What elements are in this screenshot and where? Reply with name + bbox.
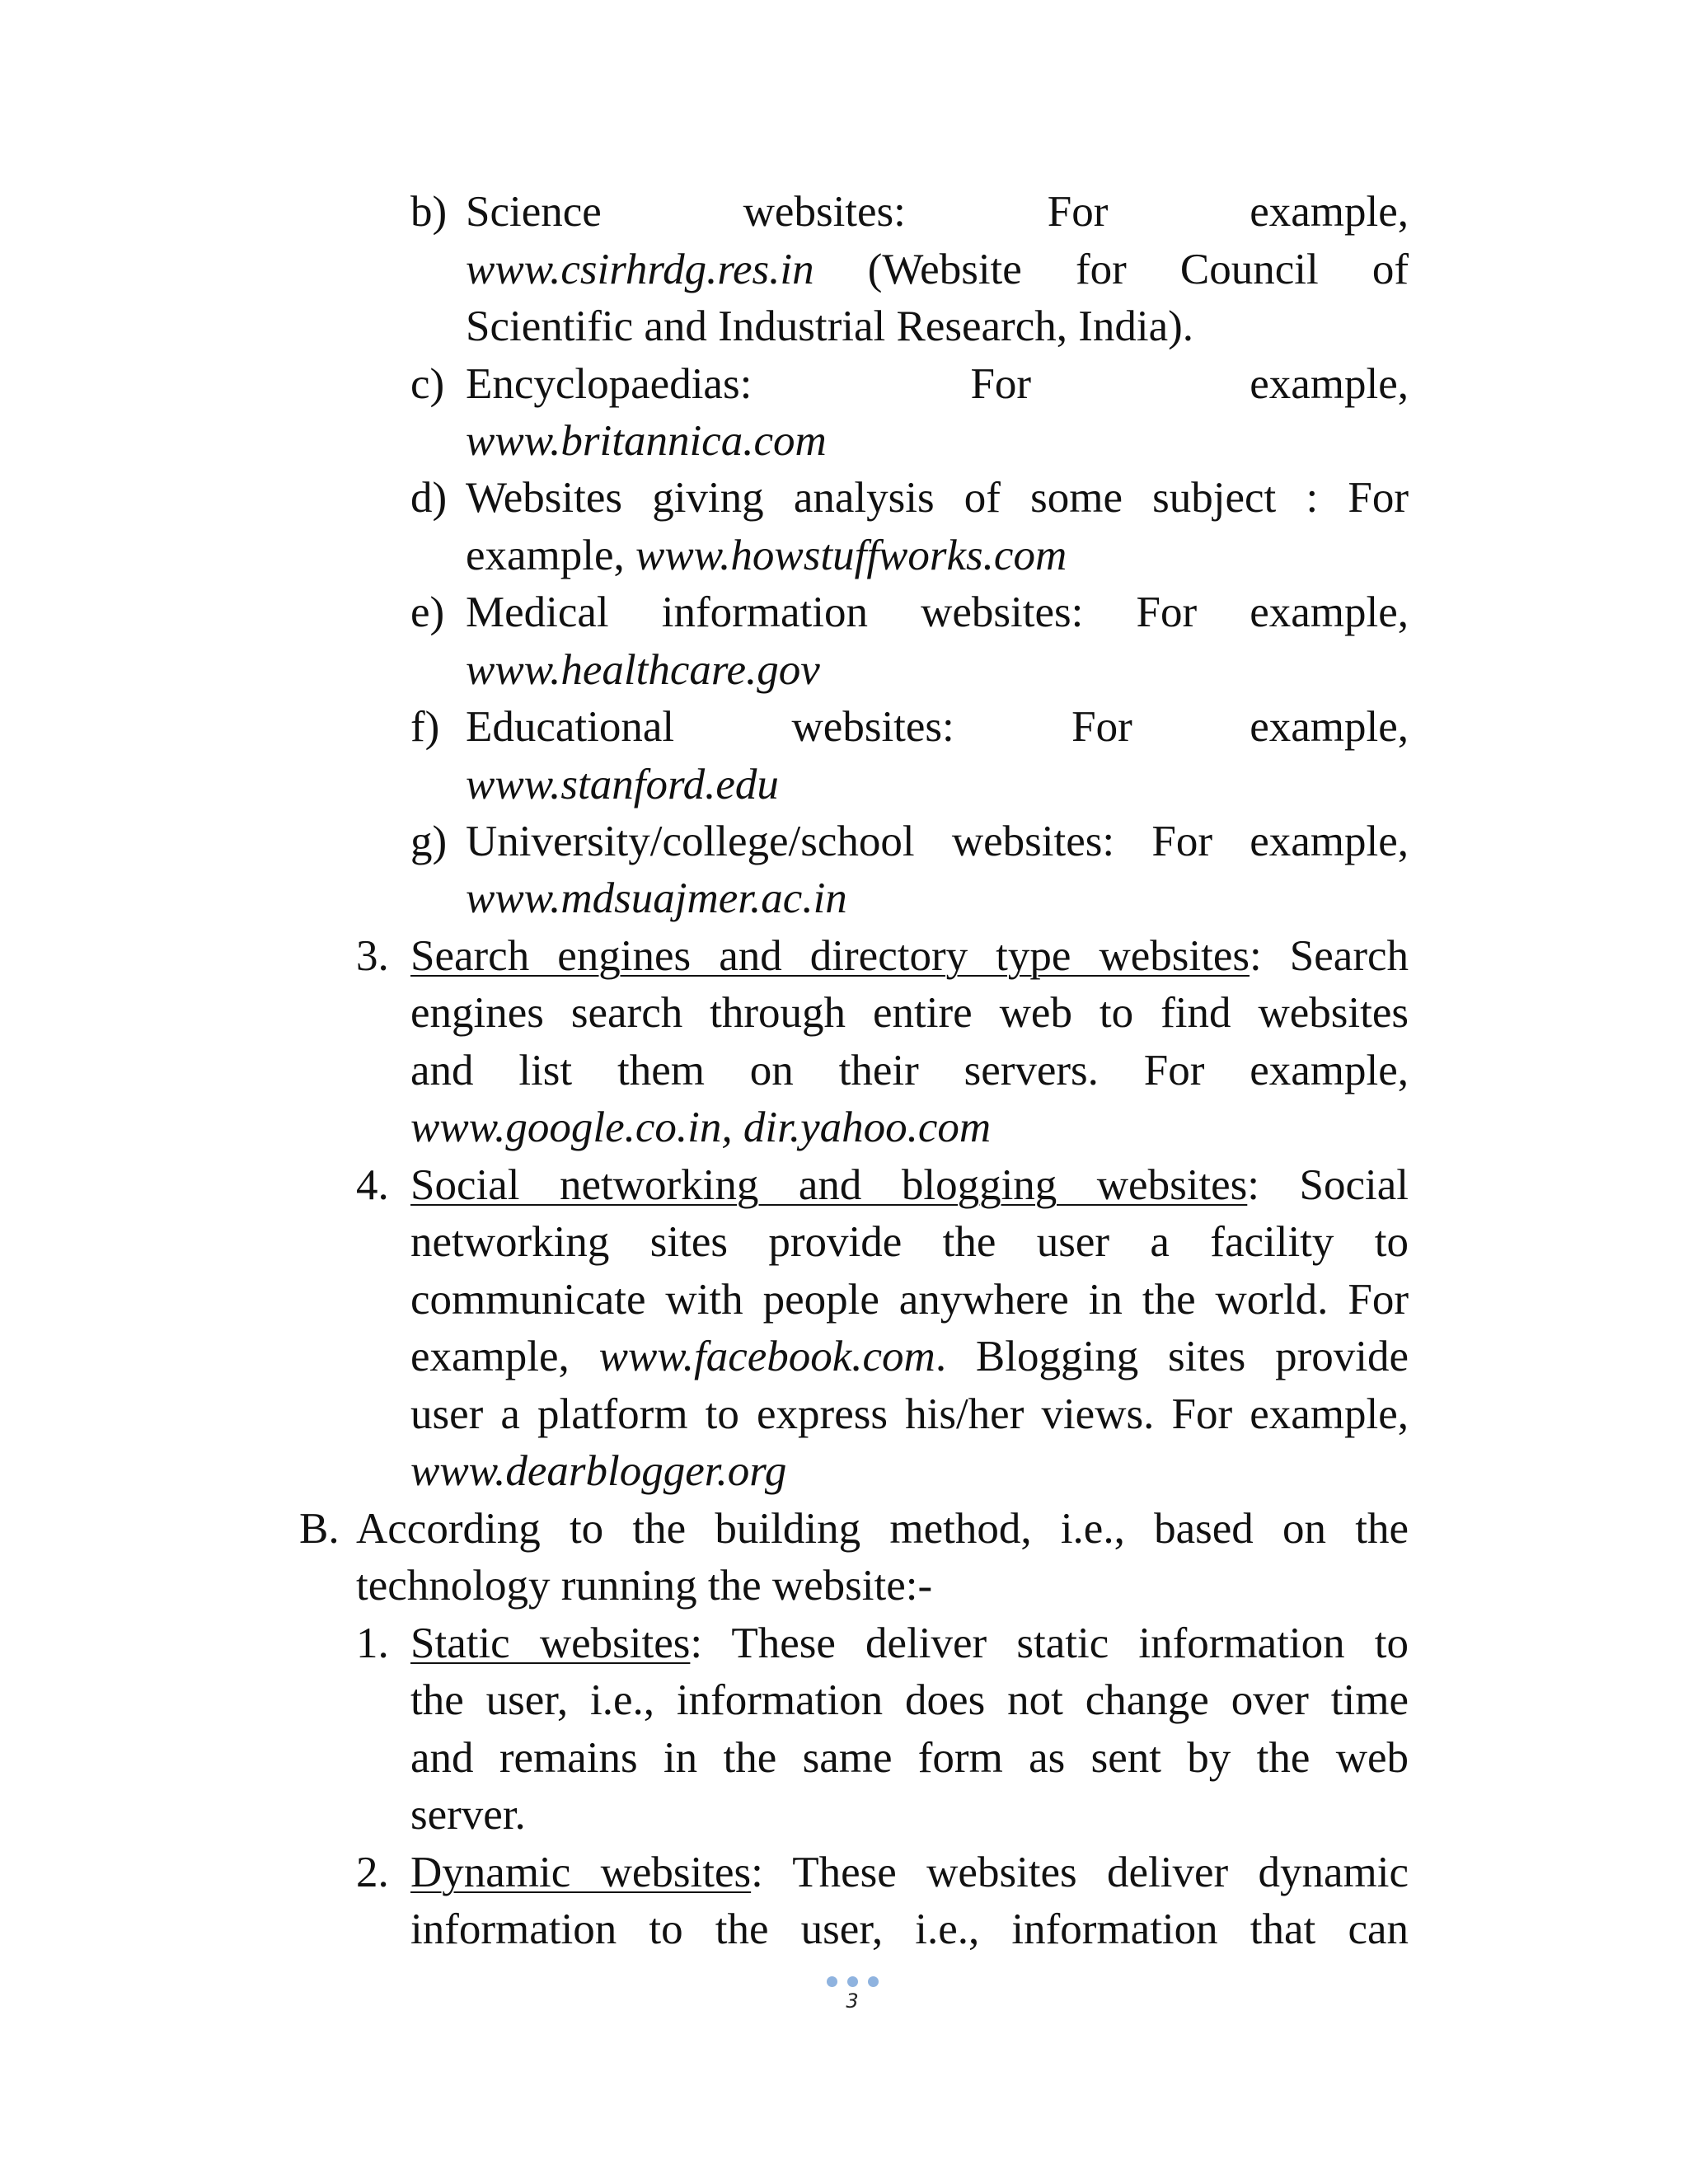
dynamic-colon: : [751,1849,763,1896]
list-label-g: g) [410,818,448,865]
social-heading: Social networking and blogging websites [410,1161,1248,1209]
science-line3: Scientific and Industrial Research, India). [466,302,1194,350]
list-label-e: e) [410,588,445,636]
page-number: 3 [846,1990,859,2013]
social-facebook-url: www.facebook.com [598,1333,935,1380]
social-line4-pre: example, [410,1333,570,1380]
list-label-3: 3. [356,932,389,980]
educational-title-line: Educational websites: For example, [466,703,1409,751]
footer-dot-icon [847,1976,858,1987]
social-line2: networking sites provide the user a facility to [410,1218,1409,1266]
medical-url: www.healthcare.gov [466,646,820,694]
university-url-line [466,869,1409,927]
list-label-4: 4. [356,1161,389,1209]
social-line5: user a platform to express his/her views. For example, [410,1390,1409,1438]
medical-url-line [466,641,1409,699]
dynamic-line2: information to the user, i.e., information that can [410,1905,1409,1953]
static-heading: Static websites [410,1619,691,1667]
section-label-b: B. [299,1505,340,1553]
medical-title-line: Medical information websites: For example, [466,588,1409,636]
social-line4-post: . Blogging sites provide [935,1333,1409,1380]
social-line4 [410,1328,1409,1385]
encyclopaedias-url: www.britannica.com [466,417,827,465]
section-b-line2: technology running the website:- [356,1562,933,1610]
dynamic-heading: Dynamic websites [410,1849,752,1896]
static-line1 [410,1615,1409,1672]
social-colon: : [1247,1161,1260,1209]
science-title-line: Science websites: For example, [466,188,1409,236]
list-label-b1: 1. [356,1619,389,1667]
social-blog-url: www.dearblogger.org [410,1447,787,1495]
science-after-url: (Website for Council of [867,246,1409,293]
university-url: www.mdsuajmer.ac.in [466,874,847,922]
social-line1-rest: Social [1299,1161,1409,1209]
footer-dot-icon [827,1976,837,1987]
list-label-f: f) [410,703,440,751]
dynamic-line1-rest: These websites deliver dynamic [792,1849,1409,1896]
science-url: www.csirhrdg.res.in [466,246,814,293]
search-engines-line1-rest: Search [1289,932,1409,980]
search-engines-line2: engines search through entire web to find websites [410,989,1409,1037]
university-title-line: University/college/school websites: For example, [466,818,1409,865]
static-colon: : [690,1619,703,1667]
static-line1-rest: These deliver static information to [731,1619,1409,1667]
search-engines-line1 [410,927,1409,985]
search-engines-colon: : [1250,932,1262,980]
educational-url-line [466,756,1409,813]
social-line1 [410,1156,1409,1214]
analysis-url-line [466,527,1409,584]
search-engines-line3: and list them on their servers. For example, [410,1047,1409,1094]
social-line3: communicate with people anywhere in the world. For [410,1276,1409,1324]
static-line3: and remains in the same form as sent by the web [410,1734,1409,1782]
list-label-b: b) [410,188,448,236]
section-b-line1: According to the building method, i.e., based on the [356,1505,1409,1553]
search-engines-urls: www.google.co.in, dir.yahoo.com [410,1104,992,1151]
search-engines-heading: Search engines and directory type websites [410,932,1250,980]
list-label-d: d) [410,474,448,522]
static-line4: server. [410,1791,526,1839]
search-engines-urls-line [410,1099,1409,1156]
footer-dot-icon [868,1976,879,1987]
educational-url: www.stanford.edu [466,761,779,808]
analysis-url: www.howstuffworks.com [635,532,1067,579]
analysis-prefix: example, [466,532,625,579]
list-label-c: c) [410,360,445,408]
science-url-line [466,241,1409,298]
static-line2: the user, i.e., information does not change over time [410,1676,1409,1724]
footer-dots [827,1976,879,1988]
list-label-b2: 2. [356,1849,389,1896]
encyclopaedias-title-line: Encyclopaedias: For example, [466,360,1409,408]
analysis-title-line: Websites giving analysis of some subject : For [466,474,1409,522]
social-url-line [410,1442,1409,1500]
dynamic-line1 [410,1844,1409,1901]
encyclopaedias-url-line [466,412,1409,470]
